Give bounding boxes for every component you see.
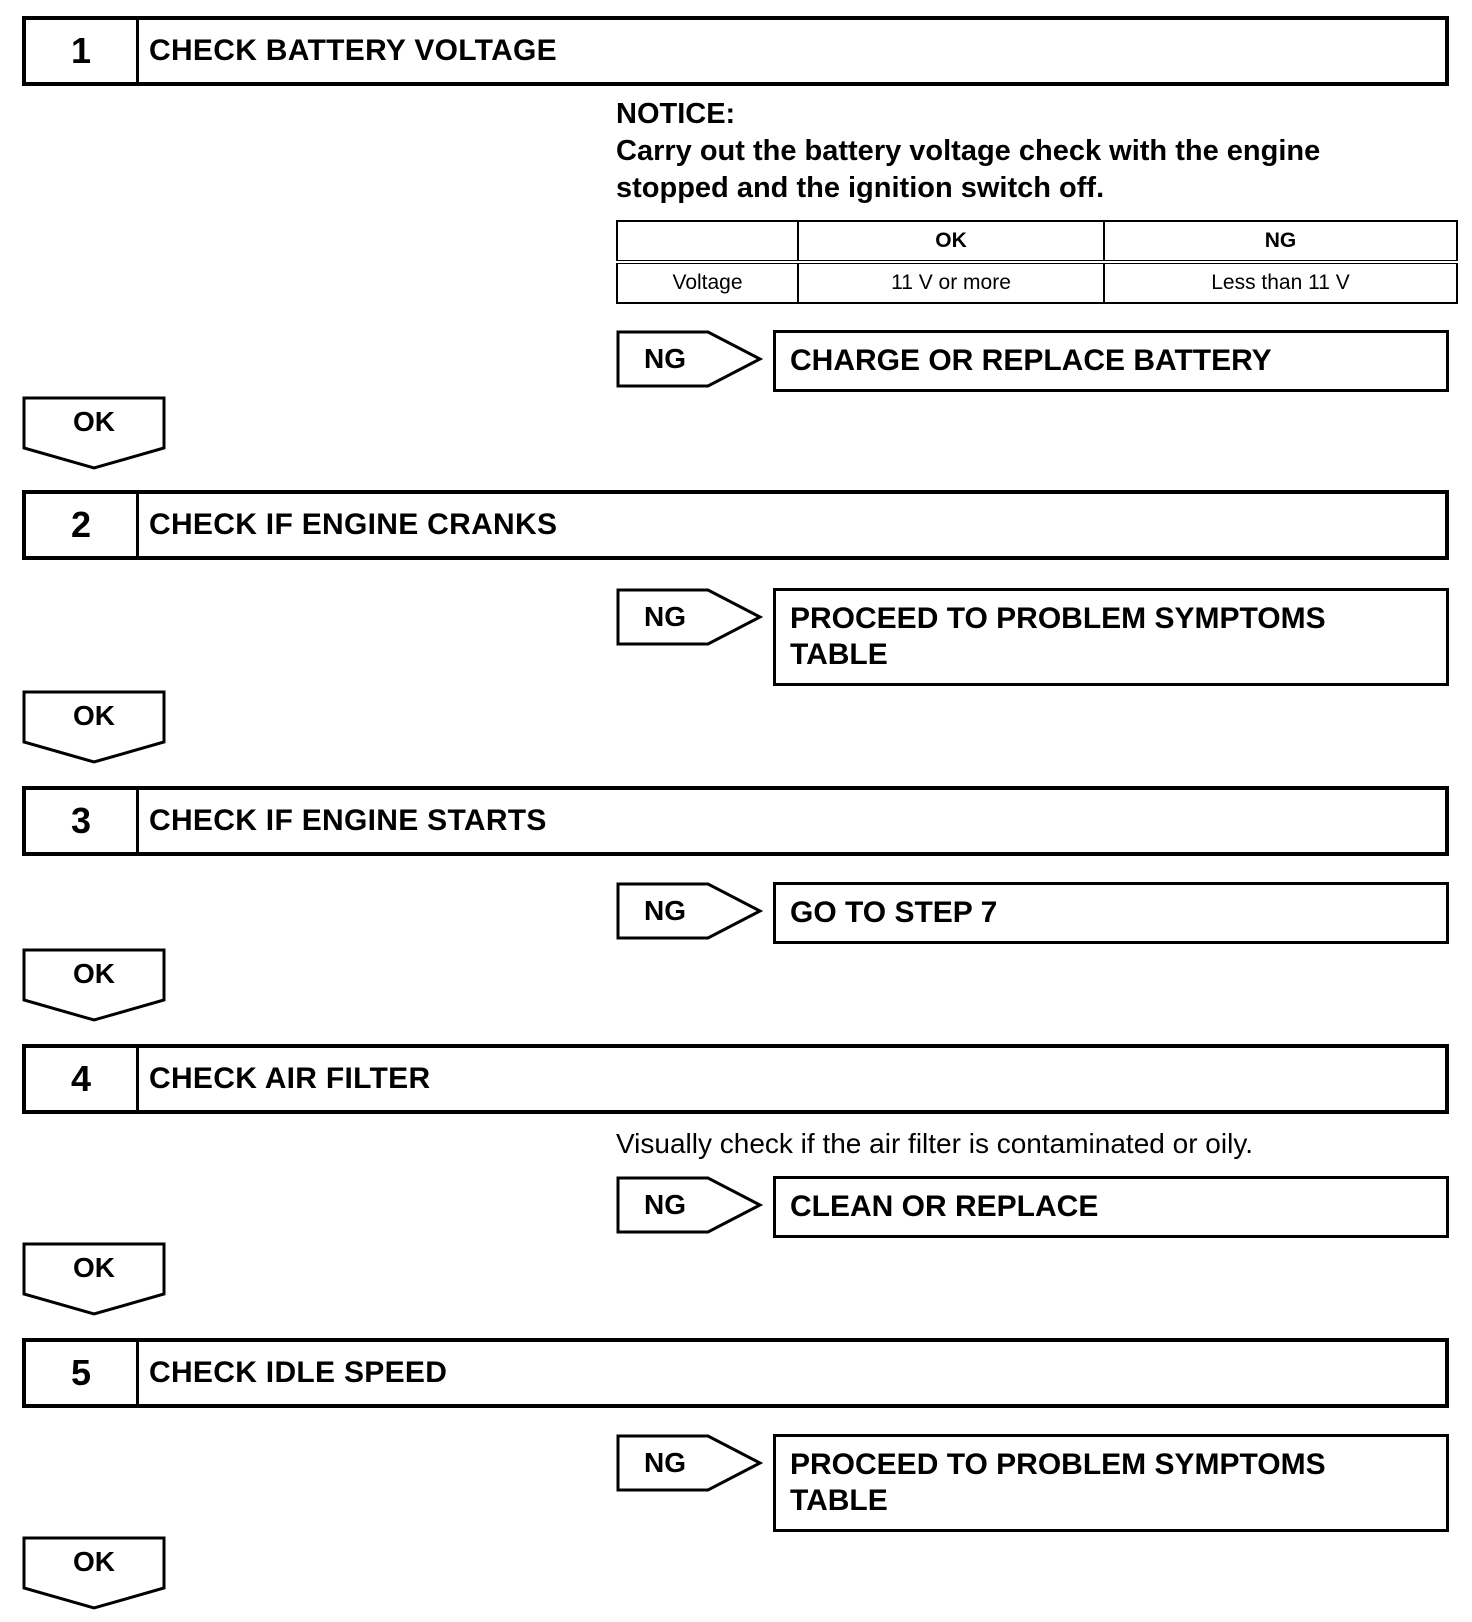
ng-label: NG <box>644 1447 686 1478</box>
table-header-row <box>617 221 1457 262</box>
ng-label: NG <box>644 1189 686 1220</box>
result-box <box>773 1176 1449 1238</box>
result-text: GO TO STEP 7 <box>790 896 998 929</box>
result-box <box>773 882 1449 944</box>
step-title: CHECK BATTERY VOLTAGE <box>149 34 557 67</box>
step-number: 3 <box>26 790 139 852</box>
step-3-header <box>22 786 1449 856</box>
table-cell: 11 V or more <box>798 262 1104 303</box>
voltage-spec-table <box>616 220 1458 304</box>
ng-arrow <box>616 1176 764 1234</box>
ok-label: OK <box>73 406 115 437</box>
table-header-cell <box>617 221 798 262</box>
table-row <box>617 262 1457 303</box>
step-4-header <box>22 1044 1449 1114</box>
notice-block <box>616 96 1456 207</box>
table-header-cell: OK <box>798 221 1104 262</box>
step-5-header <box>22 1338 1449 1408</box>
ng-arrow <box>616 588 764 646</box>
step-number: 4 <box>26 1048 139 1110</box>
notice-line: Carry out the battery voltage check with the engine <box>616 135 1321 167</box>
result-text: CLEAN OR REPLACE <box>790 1190 1099 1223</box>
step-number: 1 <box>26 20 139 82</box>
air-filter-instruction: Visually check if the air filter is contaminated or oily. <box>616 1128 1254 1159</box>
ok-arrow <box>22 690 166 764</box>
result-text: TABLE <box>790 638 888 671</box>
step-1-header <box>22 16 1449 86</box>
notice-line: stopped and the ignition switch off. <box>616 172 1105 204</box>
ok-label: OK <box>73 958 115 989</box>
ok-label: OK <box>73 1546 115 1577</box>
table-cell: Voltage <box>617 262 798 303</box>
step-number: 2 <box>26 494 139 556</box>
table-header-cell: NG <box>1104 221 1457 262</box>
ng-arrow <box>616 1434 764 1492</box>
result-text: PROCEED TO PROBLEM SYMPTOMS <box>790 1448 1326 1481</box>
result-box <box>773 330 1449 392</box>
ng-label: NG <box>644 601 686 632</box>
ok-arrow <box>22 396 166 470</box>
ok-arrow <box>22 1242 166 1316</box>
ng-label: NG <box>644 343 686 374</box>
result-box <box>773 588 1449 686</box>
ng-label: NG <box>644 895 686 926</box>
result-text: CHARGE OR REPLACE BATTERY <box>790 344 1272 377</box>
ok-arrow <box>22 1536 166 1610</box>
ok-arrow <box>22 948 166 1022</box>
ok-label: OK <box>73 700 115 731</box>
step-title: CHECK IF ENGINE STARTS <box>149 804 547 837</box>
step-title: CHECK AIR FILTER <box>149 1062 431 1095</box>
result-text: PROCEED TO PROBLEM SYMPTOMS <box>790 602 1326 635</box>
ok-label: OK <box>73 1252 115 1283</box>
step-2-header <box>22 490 1449 560</box>
step-number: 5 <box>26 1342 139 1404</box>
result-text: TABLE <box>790 1484 888 1517</box>
ng-arrow <box>616 330 764 388</box>
result-box <box>773 1434 1449 1532</box>
step-title: CHECK IF ENGINE CRANKS <box>149 508 558 541</box>
ng-arrow <box>616 882 764 940</box>
step-title: CHECK IDLE SPEED <box>149 1356 448 1389</box>
table-cell: Less than 11 V <box>1104 262 1457 303</box>
notice-heading: NOTICE: <box>616 98 736 130</box>
